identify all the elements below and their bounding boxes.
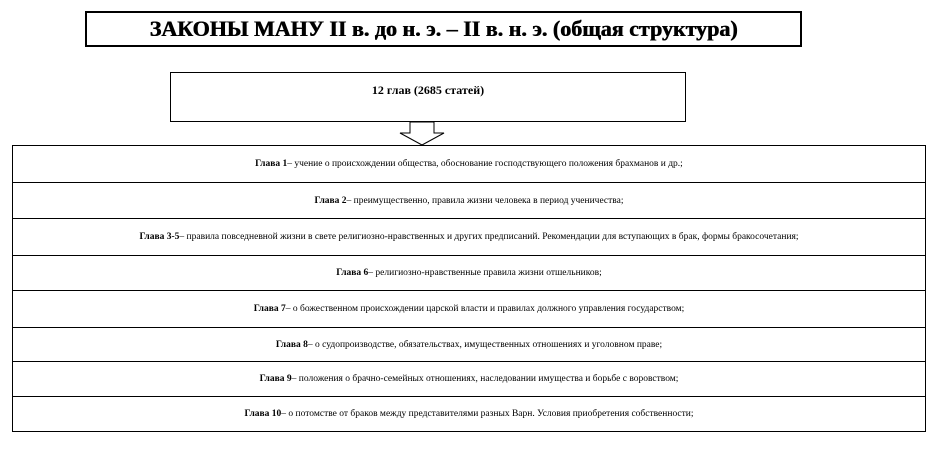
chapter-text: – о судопроизводстве, обязательствах, имущественных отношениях и уголовном праве; xyxy=(307,339,663,350)
chapter-text: – о божественном происхождении царской власти и правилах должного управления государством; xyxy=(285,304,685,314)
summary-box: 12 глав (2685 статей) xyxy=(170,72,686,122)
diagram-title: ЗАКОНЫ МАНУ II в. до н. э. – II в. н. э. (общая структура) xyxy=(85,11,802,47)
chapter-row xyxy=(13,255,925,290)
chapter-text: – правила повседневной жизни в свете религиозно-нравственных и других предписаний. Рекомендации для вступающих в брак, формы бракосочетания; xyxy=(179,232,799,242)
chapters-table xyxy=(12,145,926,432)
chapter-row xyxy=(13,218,925,255)
chapter-text: – положения о брачно-семейных отношениях, наследовании имущества и борьбе с воровством; xyxy=(291,374,679,384)
down-arrow-icon xyxy=(397,122,447,146)
chapter-row xyxy=(13,290,925,327)
chapter-label: Глава 1 xyxy=(255,159,288,169)
chapter-row xyxy=(13,327,925,361)
chapter-row xyxy=(13,182,925,218)
chapter-label: Глава 7 xyxy=(253,304,286,314)
chapter-label: Глава 8 xyxy=(275,339,308,350)
chapter-label: Глава 3-5 xyxy=(139,232,180,242)
chapter-label: Глава 6 xyxy=(336,268,369,278)
chapter-text: – религиозно-нравственные правила жизни отшельников; xyxy=(368,268,602,278)
chapter-text: – о потомстве от браков между представителями разных Варн. Условия приобретения собственности; xyxy=(281,409,694,419)
chapter-label: Глава 10 xyxy=(244,409,282,419)
chapter-row xyxy=(13,361,925,396)
chapter-text: – учение о происхождении общества, обоснование господствующего положения брахманов и др.; xyxy=(287,159,683,169)
chapter-row xyxy=(13,146,925,182)
chapter-text: – преимущественно, правила жизни человека в период ученичества; xyxy=(346,195,624,206)
chapter-row xyxy=(13,396,925,431)
chapter-label: Глава 9 xyxy=(259,374,292,384)
chapter-label: Глава 2 xyxy=(314,195,347,206)
